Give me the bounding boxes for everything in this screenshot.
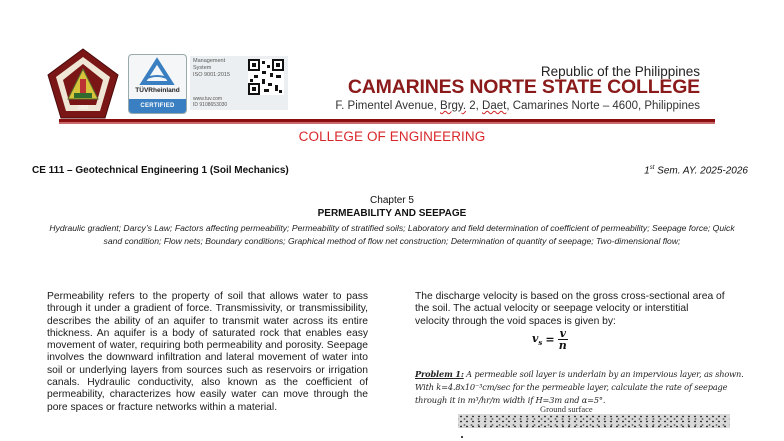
college-address: F. Pimentel Avenue, Brgy. 2, Daet, Camarines Norte – 4600, Philippines [335, 100, 700, 112]
tuv-iso-label: ISO 9001:2015 [193, 72, 231, 78]
tuv-website: www.tuv.com [193, 96, 223, 102]
course-title: CE 111 – Geotechnical Engineering 1 (Soil Mechanics) [32, 165, 289, 176]
qr-code-icon [248, 59, 284, 95]
header-divider-shadow [59, 122, 715, 124]
tuv-triangle-icon [129, 55, 186, 87]
tuv-brand: TÜVRheinland [135, 87, 180, 94]
tuv-certification-badge [128, 54, 288, 114]
semester-label: 1st Sem. AY. 2025-2026 [644, 165, 748, 177]
svg-text:1992: 1992 [77, 105, 89, 111]
college-name: CAMARINES NORTE STATE COLLEGE [347, 76, 700, 98]
problem-text: A permeable soil layer is underlain by an impervious layer, as shown. With k=4.8x10⁻³cm/sec for the permeable layer, calculate the rate of seepage through it in m³/hr/m width if H=3m and α=5°. [415, 369, 744, 405]
tuv-certified-label: CERTIFIED [129, 99, 186, 113]
chapter-topics: Hydraulic gradient; Darcy’s Law; Factors affecting permeability; Permeability of stratified soils; Laboratory and field determination of coefficient of permeability; Seepage force; Quick sand condition; Flow nets; Boundary conditions; Graphical method of flow net construction; Determination of quantity of seepage; Two-dimensional flow; [49, 223, 735, 246]
tuv-info-panel [190, 56, 288, 110]
figure-ground-surface-label: Ground surface [540, 404, 593, 414]
figure-mark [461, 436, 463, 438]
problem-1 [415, 368, 745, 407]
discharge-velocity-paragraph: The discharge velocity is based on the gross cross-sectional area of the soil. The actual velocity or seepage velocity or interstitial velocity through the void spaces is given by: [415, 291, 725, 327]
tuv-logo [128, 54, 187, 114]
soil-layer-figure [458, 414, 730, 428]
tuv-system-label: Management System [193, 58, 226, 71]
department-title: COLLEGE OF ENGINEERING [298, 129, 486, 144]
problem-label: Problem 1: [415, 369, 464, 379]
tuv-id: ID 9108653030 [193, 102, 228, 108]
college-seal-logo [46, 47, 120, 121]
seepage-velocity-formula: $v_s$ = $\frac{v}{n}$ [532, 327, 567, 352]
republic-label: Republic of the Philippines [540, 64, 700, 79]
chapter-title: PERMEABILITY AND SEEPAGE [317, 208, 467, 219]
permeability-paragraph: Permeability refers to the property of soil that allows water to pass through it under a gradient of force. Transmissivity, or transmissibility, describes the ability of an aquifer to transmit water across its entire thickness. An aquifer is a body of saturated rock that enables easy movement of water, requiring both permeability and porosity. Seepage involves the downward infiltration and lateral movement of water into soil or underlying layers from sources such as reservoirs or irrigation canals. Hydraulic conductivity, also known as the coefficient of permeability, characterizes how easily water can move through the pore spaces or fracture networks within a material. [47, 291, 368, 413]
chapter-label: Chapter 5 [370, 195, 414, 206]
